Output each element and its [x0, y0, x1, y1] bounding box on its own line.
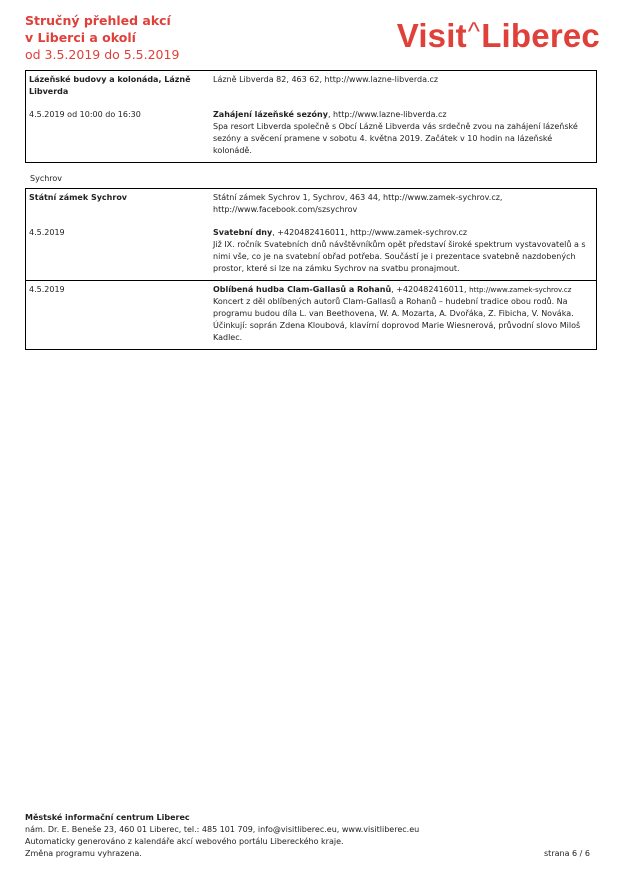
- page-footer: [25, 812, 590, 860]
- venue-name: Státní zámek Sychrov: [29, 193, 128, 202]
- venue-header-row: [26, 189, 596, 221]
- footer-organization: Městské informační centrum Liberec: [25, 813, 190, 822]
- logo-text-liberec: Liberec: [481, 17, 600, 54]
- event-contact: , http://www.lazne-libverda.cz: [327, 110, 447, 119]
- event-date: 4.5.2019 od 10:00 do 16:30: [29, 110, 141, 119]
- location-group-label: Sychrov: [30, 174, 63, 183]
- document-title: [25, 12, 179, 63]
- logo-text-visit: Visit: [396, 17, 467, 54]
- event-details: [213, 227, 593, 275]
- footer-note-generated: Automaticky generováno z kalendáře akcí webového portálu Libereckého kraje.: [25, 837, 344, 846]
- footer-address: nám. Dr. E. Beneše 23, 460 01 Liberec, tel.: 485 101 709, info@visitliberec.eu, www.visitliberec.eu: [25, 825, 420, 834]
- event-description: Spa resort Libverda společně s Obcí Lázně Libverda vás srdečně zvou na zahájení lázeňské sezóny a svěcení pramene v sobotu 4. května 2019. Začátek v 10 hodin na lázeňské kolonádě.: [213, 122, 578, 155]
- event-title: Svatební dny: [213, 228, 273, 237]
- venue-table-sychrov: [25, 188, 597, 350]
- page-header: [25, 12, 600, 68]
- venue-header-row: [26, 71, 596, 103]
- event-details: [213, 109, 593, 157]
- event-description: Koncert z děl oblíbených autorů Clam-Gallasů a Rohanů – hudební tradice obou rodů. Na programu budou díla L. van Beethovena, W. A. Mozarta, A. Dvořáka, Z. Fibicha, V. Nováka. Účinkují: soprán Zdena Kloubová, klavírní doprovod Marie Wiesnerová, průvodní slovo Miloš Kadlec.: [213, 297, 581, 342]
- venue-name: Lázeňské budovy a kolonáda, Lázně Libverda: [29, 75, 191, 96]
- event-contact: , +420482416011, http://www.zamek-sychrov.cz: [272, 228, 468, 237]
- title-line-2: v Liberci a okolí: [25, 30, 136, 45]
- event-title: Oblíbená hudba Clam-Gallasů a Rohanů: [213, 285, 392, 294]
- venue-address: Lázně Libverda 82, 463 62, http://www.lazne-libverda.cz: [213, 75, 439, 84]
- event-row: [26, 221, 596, 280]
- event-row: [26, 103, 596, 162]
- event-date: 4.5.2019: [29, 228, 65, 237]
- venue-address: Státní zámek Sychrov 1, Sychrov, 463 44, http://www.zamek-sychrov.cz, http://www.facebook.com/szsychrov: [213, 193, 503, 214]
- event-contact: , +420482416011,: [391, 285, 470, 294]
- event-description: Již IX. ročník Svatebních dnů návštěvníkům opět představí široké spektrum vystavovatelů a s nimi vše, co je na svatební obřad potřeba. Součástí je i prezentace svatebně nazdobených prostor, které si lze na zámku Sychrov na svatbu pronajmout.: [213, 240, 586, 273]
- event-details: [213, 284, 593, 344]
- event-url: http://www.zamek-sychrov.cz: [469, 286, 572, 294]
- logo-caret: ^: [467, 16, 481, 46]
- page-number: strana 6 / 6: [544, 849, 590, 858]
- visit-liberec-logo: [397, 12, 600, 55]
- event-title: Zahájení lázeňské sezóny: [213, 110, 328, 119]
- venue-table-lazne-libverda: [25, 70, 597, 163]
- date-range: od 3.5.2019 do 5.5.2019: [25, 47, 180, 62]
- title-line-1: Stručný přehled akcí: [25, 13, 171, 28]
- event-row: [26, 280, 596, 349]
- event-date: 4.5.2019: [29, 285, 65, 294]
- footer-note-changes: Změna programu vyhrazena.: [25, 849, 142, 858]
